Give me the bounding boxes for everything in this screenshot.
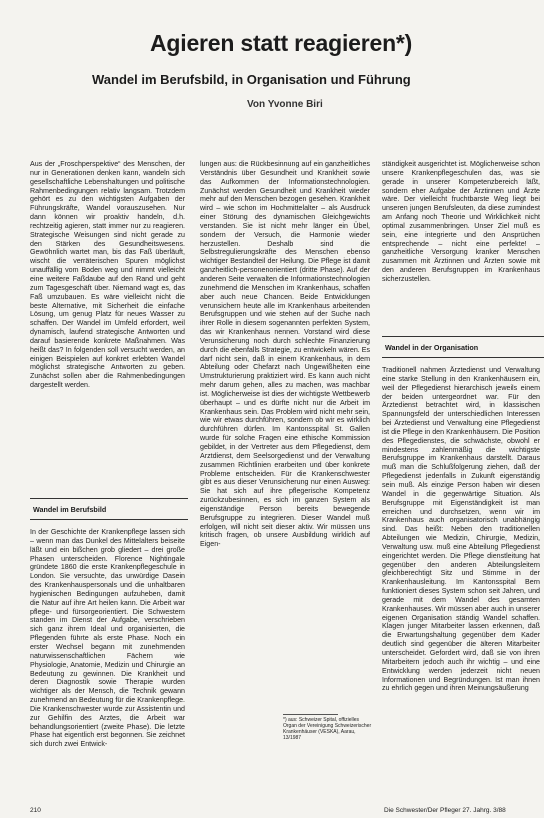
column-3-paragraph: ständigkeit ausgerichtet ist. Möglicherweise schon unsere Krankenpflegeschulen das, was sie gerade in unserer Kompetenzbereich läßt, sondern eher Aufgabe der Ärztinnen und Ärzte wäre. Der vielleicht fruchtbarste Weg liegt bei unseren jungen Berufsleuten, da diese zumindest am Anfang noch Theorie und Wirklichkeit nicht optimal zusammenbringen. Unser Ziel muß es sein, eine integrierte und den Ansprüchen entsprechende – nicht eine perfekte! – ganzheitliche Versorgung kranker Menschen zusammen mit Ärztinnen und Ärzten sowie mit den anderen Berufsgruppen im Krankenhaus sicherzustellen. [382, 160, 540, 283]
column-3-section-paragraph: Traditionell nahmen Ärztedienst und Verwaltung eine starke Stellung in den Krankenhäusern ein, weil der Pflegedienst hierarchisch jeweils einem der beiden untergeordnet war. Für den Ärztedienst betrachtet wird, in klassischen Spannungsfeld der unterschiedlichen Interessen bei Ärztedienst und Verwaltung eine Pflegedienst ist die Pflege in den Krankenhäusern. Die Position des Pflegedienstes, die schwächste, obwohl er mindestens zahlenmäßig die wichtigste Berufsgruppe im Krankenhaus darstellt. Daraus muß man die Schlußfolgerung ziehen, daß der Pflegedienst jedenfalls in Zukunft eigenständig sein muß. Als einzige Person haben wir diesen Wandel in die gegenwärtige Situation. Als Berufsgruppe mit Eigenständigkeit ist man erreichen und durchsetzen, wenn wir im Krankenhaus auch organisatorisch unabhängig sind. Das heißt: Neben den traditionellen Abteilungen wie Medizin, Chirurgie, Medizin, Verwaltung usw. muß eine Abteilung Pflegedienst eingerichtet werden. Die Pflege dienstleitung hat gegenüber den anderen Abteilungsleitern gleichberechtigt Sitz und Stimme in der Krankenhausleitung. Im Kantonsspital Bern funktioniert dieses System schon seit Jahren, und gerade mit dem Wandel des gesamten Krankenhauses. Wir müssen aber auch in unserer eigenen Organisation ständig Wandel schaffen. Klagen junger Mitarbeiter lassen erkennen, daß die Erwartungshaltung gegenüber dem Kader deutlich sind gegenüber die älteren Mitarbeiter unterscheidet. Gefordert wird, daß sie von ihren Mitarbeitern jedoch auch ihr wichtig – und eine Entwicklung werden jederzeit nicht neuen Informationen und Begründungen. Ist man ihnen zu ehrlich gegen und ihren Meinungsäußerung [382, 366, 540, 693]
column-2-text [200, 160, 370, 708]
column-1-text [30, 160, 185, 482]
author-byline: Von Yvonne Biri [247, 99, 323, 110]
article-subtitle: Wandel im Berufsbild, in Organisation und Führung [92, 72, 411, 87]
journal-footer: Die Schwester/Der Pfleger 27. Jahrg. 3/88 [384, 807, 506, 814]
page-number: 210 [30, 807, 41, 814]
column-1-section-paragraph: In der Geschichte der Krankenpflege lassen sich – wenn man das Dunkel des Mittelalters beiseite läßt und ein bißchen grob gliedert – drei große Phasen unterscheiden. Florence Nightingale gründete 1860 die erste Krankenpflegeschule in London. Sie versuchte, das unwürdige Dasein des Krankenhauspersonals und die unhaltbaren hygienischen Bedingungen aufzuheben, damit die Natur auf ihre Art heilen kann. Die Arbeit war pflege- und fürsorgeorientiert. Die Schwestern standen im Dienst der Aufgabe, verschrieben sich ganz ihrem Ideal und organisierten, die Pflegenden führte als erste Phase. Noch ein erster Wechsel begann mit zunehmenden naturwissenschaftlichen Fächern wie Physiologie, Anatomie, Medizin und Chirurgie an Bedeutung zu gewinnen. Die Krankheit und deren Diagnostik sowie Therapie wurden wichtiger als der Mensch, die Technik gewann zunehmend an Bedeutung für die Krankenpflege. Die Krankenschwester wurde zur Assistentin und zur Gehilfin des Arztes, die Arbeit war behandlungsorientiert (zweite Phase). Die letzte Phase hat eigentlich erst begonnen. Sie zeichnet sich durch zwei Entwick- [30, 528, 185, 749]
section-heading-berufsbild: Wandel im Berufsbild [33, 505, 107, 514]
column-3-section-text [382, 366, 540, 802]
column-2-paragraph: lungen aus: die Rückbesinnung auf ein ganzheitliches Verständnis über Gesundheit und Krankheit sowie das Aufkommen der Informationstechnologien. Zunächst werden Gesundheit und Krankheit wieder mehr auf den Menschen bezogen gesehen. Krankheit wird – wie schon im Hochmittelalter – als Ausdruck einer Störung des dynamischen Gleichgewichts verstanden. Sie ist nicht mehr länger ein Übel, sondern der Versuch, die Harmonie wieder herzustellen. Deshalb sind die Selbstregulierungskräfte des Menschen ebenso wichtiger Bestandteil der Heilung. Die Pflege ist damit ganzheitlich-personenorientiert (dritte Phase). Auf der anderen Seite verwalten die Informationstechnologien zunehmend die Menschen im Krankenhaus, schaffen aber auch neue Chancen. Beide Entwicklungen verunsichern heute alle im Krankenhaus arbeitenden Berufsgruppen und wie stehen auf der Suche nach ihrer Rolle in diesem sogenannten perfekten System, das wir Krankenhaus nennen. Vorstand wird diese Verunsicherung noch durch schlechte Finanzierung durch die ebenfalls Strategie, zu entwickeln wären. Es darf nicht sein, daß in einem Krankenhaus, in dem Abteilung oder Chefarzt nach Ungewißheiten eine Umstrukturierung praktiziert wird. Es kann auch nicht mehr darum gehen, alles zu machen, was machbar ist. Möglicherweise ist dies der wichtigste Wettbewerb überhaupt – und es dürfte nicht nur die Arbeit im Krankenhaus sein. Das Problem wird nicht mehr sein, wie wir etwas durchführen, sondern ob wir es wirklich durchführen dürfen. Im Kantonsspital St. Gallen wurde für solche Fragen eine ethische Kommission gebildet, in der Vertreter aus dem Pflegedienst, dem Arztdienst, dem Seelsorgedienst und der Verwaltung zusammen Richtlinien erarbeiten und über konkrete Probleme entscheiden. Für die Krankenschwester gibt es aus dieser Verunsicherung nur einen Ausweg: Sie hat sich auf ihre pflegerische Kompetenz zurückzubesinnen, es sich im ganzen System als eigenständige Person bereits bewegende Berufsgruppe zu integrieren. Dieser Wandel muß erfolgen, will nicht seit dieser aktiv. Wir müssen uns kritisch fragen, ob unsere Ausbildung wirklich auf Eigen- [200, 160, 370, 549]
section-heading-organisation: Wandel in der Organisation [385, 343, 479, 352]
article-title: Agieren statt reagieren*) [150, 30, 413, 56]
footnote: *) aus: Schweizer Spital, offizielles Organ der Vereinigung Schweizerischer Krankenhäuser (VESKA), Aarau, 13/1987 [283, 717, 372, 741]
column-1-section-text [30, 528, 185, 800]
column-3-text [382, 160, 540, 288]
footnote-rule [283, 714, 338, 715]
column-1-paragraph: Aus der „Froschperspektive“ des Menschen, der nur in Generationen denken kann, wandeln sich gesellschaftliche Lebenshaltungen und politische Rahmenbedingungen relativ langsam. Trotzdem gehört es zu den wichtigsten Aufgaben der Führungskräfte, Wandel vorauszusehen. Nur dann können wir proaktiv handeln, d.h. rechtzeitig agieren, statt immer nur zu reagieren. Strategische Weisungen sind nicht gerade zu den Stärken des Gesundheitswesens. Gewöhnlich wartet man, bis das Faß überläuft, wischt die verräterischen Spuren möglichst unauffällig vom Boden weg und nimmt vielleicht eine weitere Faßdaube auf den Rand und geht zum Tagesgeschäft über. Niemand wagt es, das Faß umzubauen. Es wäre vielleicht nicht die beste Alternative, mit Sicherheit die einfache Lösung, um genug Platz für neues Wasser zu schaffen. Der Wandel im Umfeld erfordert, weil dynamisch, laufend strategische Antworten und darauf basierende konkrete Maßnahmen. Was heißt das? In folgenden soll versucht werden, an einigen Beispielen auf konkret erlebten Wandel möglichst strategische Antworten zu geben. Zunächst sollen aber die Rahmenbedingungen dargestellt werden. [30, 160, 185, 390]
